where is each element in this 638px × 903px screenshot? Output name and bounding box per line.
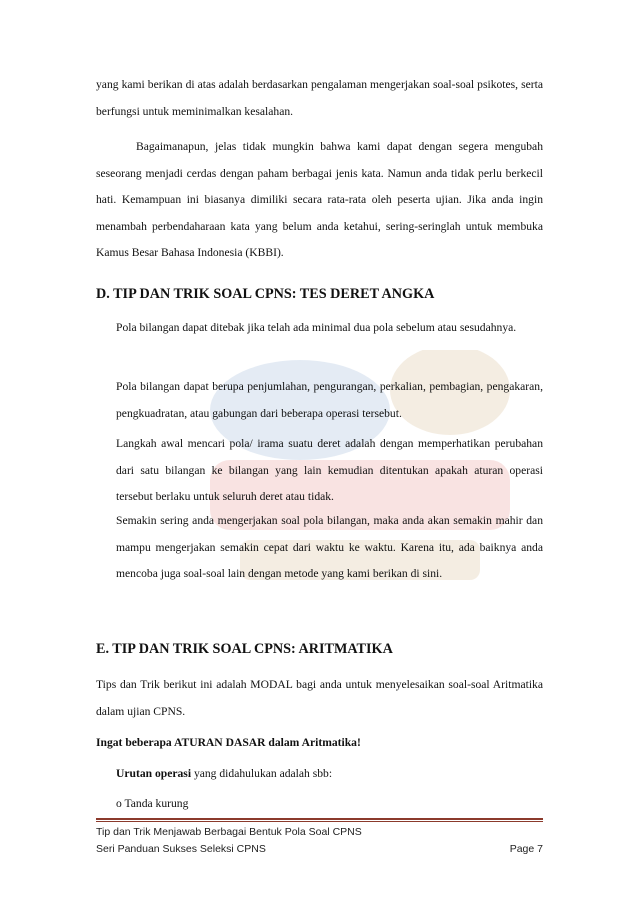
page-number: Page 7 [509,843,543,855]
sub-list-item: o Tanda kurung [116,797,189,810]
bold-term: Urutan operasi [116,767,192,780]
list-item-text: Semakin sering anda mengerjakan soal pola bilangan, maka anda akan semakin mahir dan mampu mengerjakan semakin cepat dari waktu ke waktu. Karena itu, ada baiknya anda mencoba juga soal-soal lain dengan metode yang kami berikan di sini. [116,514,543,580]
footer-series [96,843,543,855]
intro-paragraph-2: Bagaimanapun, jelas tidak mungkin bahwa kami dapat dengan segera mengubah seseorang menjadi cerdas dengan paham berbagai jenis kata. Namun anda tidak perlu berkecil hati. Kemampuan ini biasanya dimiliki secara rata-rata oleh peserta ujian. Jika anda ingin menambah perbendaharaan kata yang belum anda ketahui, sering-seringlah untuk membuka Kamus Besar Bahasa Indonesia (KBBI). [96,140,543,259]
footer-title: Tip dan Trik Menjawab Berbagai Bentuk Pola Soal CPNS [96,826,362,838]
list-item-text: Pola bilangan dapat ditebak jika telah ada minimal dua pola sebelum atau sesudahnya. [116,321,517,334]
footer-rule [96,818,543,820]
section-e-paragraph: Tips dan Trik berikut ini adalah MODAL bagi anda untuk menyelesaikan soal-soal Aritmatika dalam ujian CPNS. [96,678,543,718]
list-item [96,431,543,511]
list-item [96,761,543,788]
bullet-rest-text: yang didahulukan adalah sbb: [191,767,333,780]
list-item-text: Pola bilangan dapat berupa penjumlahan, pengurangan, perkalian, pembagian, pengakaran, pengkuadratan, atau gabungan dari beberapa operasi tersebut. [116,380,543,420]
list-item [96,374,543,427]
intro-paragraph-1: yang kami berikan di atas adalah berdasarkan pengalaman mengerjakan soal-soal psikotes, serta berfungsi untuk meminimalkan kesalahan. [96,78,543,118]
list-item [96,315,543,342]
footer-rule-thin [96,821,543,822]
list-item [96,508,543,588]
intro-section [96,72,543,267]
footer-series-text: Seri Panduan Sukses Seleksi CPNS [96,843,266,855]
list-item-text: Langkah awal mencari pola/ irama suatu deret adalah dengan memperhatikan perubahan dari satu bilangan ke bilangan yang lain kemudian ditentukan apakah aturan operasi tersebut berlaku untuk seluruh deret atau tidak. [116,437,543,503]
rule-heading: Ingat beberapa ATURAN DASAR dalam Aritmatika! [96,736,361,749]
section-d-heading: D. TIP DAN TRIK SOAL CPNS: TES DERET ANGKA [96,286,435,302]
list-item-text [116,761,543,788]
section-e-heading: E. TIP DAN TRIK SOAL CPNS: ARITMATIKA [96,641,393,657]
